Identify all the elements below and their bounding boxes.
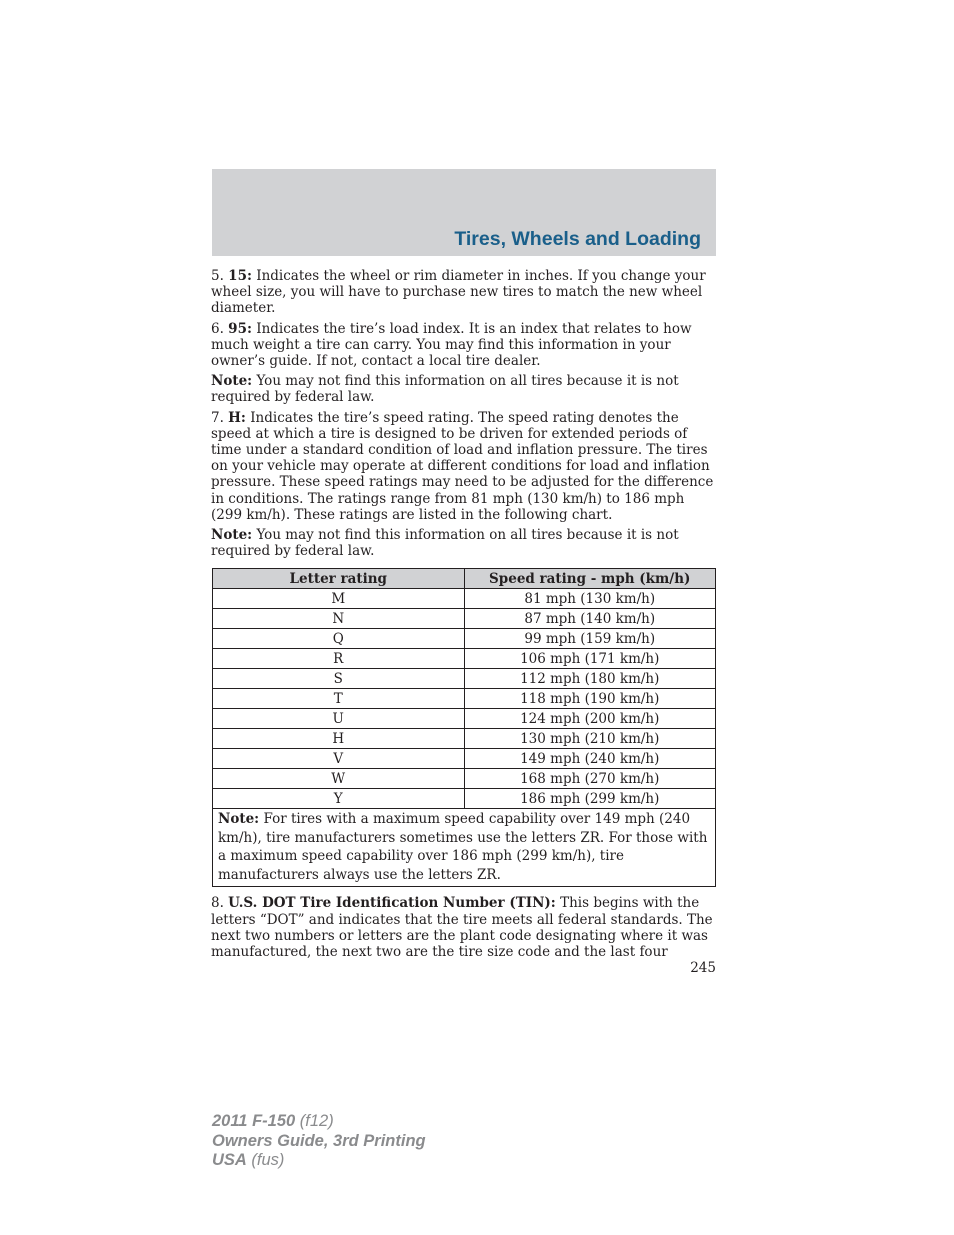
- footer-region: USA (fus): [212, 1151, 285, 1169]
- item-6-label: 95:: [228, 320, 252, 337]
- table-row: [213, 789, 716, 809]
- speed-rating-cell: 81 mph (130 km/h): [464, 589, 716, 609]
- table-row: [213, 769, 716, 789]
- table-row: [213, 609, 716, 629]
- note-1: [211, 373, 717, 405]
- section-title: Tires, Wheels and Loading: [454, 228, 701, 250]
- header-speed-rating: Speed rating - mph (km/h): [464, 569, 716, 589]
- footer-guide: Owners Guide, 3rd Printing: [212, 1131, 426, 1150]
- letter-rating-cell: N: [213, 609, 465, 629]
- letter-rating-cell: Y: [213, 789, 465, 809]
- table-row: [213, 589, 716, 609]
- speed-rating-cell: 186 mph (299 km/h): [464, 789, 716, 809]
- table-note-label: Note:: [218, 811, 260, 828]
- speed-rating-table: [212, 568, 716, 887]
- speed-rating-cell: 118 mph (190 km/h): [464, 689, 716, 709]
- item-5-label: 15:: [228, 268, 252, 284]
- letter-rating-cell: H: [213, 729, 465, 749]
- letter-rating-cell: R: [213, 649, 465, 669]
- item-7-label: H:: [228, 409, 246, 426]
- note-1-text: You may not find this information on all tires because it is not required by federal law.: [211, 373, 679, 406]
- speed-rating-cell: 106 mph (171 km/h): [464, 649, 716, 669]
- table-note-row: [213, 809, 716, 887]
- letter-rating-cell: S: [213, 669, 465, 689]
- item-8-label: U.S. DOT Tire Identification Number (TIN):: [228, 895, 556, 912]
- page-content: [211, 268, 717, 964]
- table-row: [213, 729, 716, 749]
- table-row: [213, 629, 716, 649]
- table-row: [213, 709, 716, 729]
- letter-rating-cell: T: [213, 689, 465, 709]
- item-7-text: Indicates the tire’s speed rating. The speed rating denotes the speed at which a tire is designed to be driven for extended periods of time under a standard condition of load and inflation pressure. The tires on your vehicle may operate at different conditions for load and inflation pressure. These speed ratings may need to be adjusted for the difference in conditions. The ratings range from 81 mph (130 km/h) to 186 mph (299 km/h). These ratings are listed in the following chart.: [211, 409, 714, 523]
- letter-rating-cell: Q: [213, 629, 465, 649]
- note-2-text: You may not find this information on all tires because it is not required by federal law.: [211, 527, 679, 560]
- note-2-label: Note:: [211, 527, 253, 544]
- item-6: 6. 95: Indicates the tire’s load index. It is an index that relates to how much weight a tire can carry. You may find this information in your owner’s guide. If not, contact a local tire dealer.: [211, 320, 692, 370]
- page-number: 245: [690, 960, 716, 976]
- note-2: [211, 527, 717, 559]
- letter-rating-cell: U: [213, 709, 465, 729]
- speed-rating-cell: 112 mph (180 km/h): [464, 669, 716, 689]
- item-5-text: Indicates the wheel or rim diameter in inches. If you change your wheel size, you will have to purchase new tires to match the new wheel diameter.: [211, 268, 706, 317]
- table-header-row: [213, 569, 716, 589]
- table-row: [213, 689, 716, 709]
- note-1-label: Note:: [211, 373, 253, 390]
- table-note: [213, 809, 716, 887]
- table-note-text: For tires with a maximum speed capability over 149 mph (240 km/h), tire manufacturers sometimes use the letters ZR. For those with a maximum speed capability over 186 mph (299 km/h), tire manufacturers always use the letters ZR.: [218, 811, 708, 883]
- speed-rating-cell: 99 mph (159 km/h): [464, 629, 716, 649]
- letter-rating-cell: W: [213, 769, 465, 789]
- item-8-text: This begins with the letters “DOT” and indicates that the tire meets all federal standards. The next two numbers or letters are the plant code designating where it was manufactured, the next two are the tire size code and the last four: [211, 895, 713, 961]
- speed-rating-cell: 124 mph (200 km/h): [464, 709, 716, 729]
- document-footer: [212, 1112, 426, 1171]
- section-header: [212, 169, 716, 256]
- table-row: [213, 669, 716, 689]
- footer-model: 2011 F-150 (f12): [212, 1112, 334, 1130]
- header-letter-rating: Letter rating: [213, 569, 465, 589]
- item-6-text: Indicates the tire’s load index. It is an index that relates to how much weight a tire can carry. You may find this information in your owner’s guide. If not, contact a local tire dealer.: [211, 320, 692, 370]
- table-row: [213, 649, 716, 669]
- table-row: [213, 749, 716, 769]
- speed-rating-cell: 130 mph (210 km/h): [464, 729, 716, 749]
- speed-rating-cell: 149 mph (240 km/h): [464, 749, 716, 769]
- speed-rating-cell: 87 mph (140 km/h): [464, 609, 716, 629]
- item-8: 8. U.S. DOT Tire Identification Number (TIN): This begins with the letters “DOT” and indicates that the tire meets all federal standards. The next two numbers or letters are the plant code designating where it was manufactured, the next two are the tire size code and the last four: [211, 895, 713, 961]
- item-5: 5. 15: Indicates the wheel or rim diameter in inches. If you change your wheel size, you will have to purchase new tires to match the new wheel diameter.: [211, 268, 706, 317]
- letter-rating-cell: M: [213, 589, 465, 609]
- item-7: 7. H: Indicates the tire’s speed rating. The speed rating denotes the speed at which a tire is designed to be driven for extended periods of time under a standard condition of load and inflation pressure. The tires on your vehicle may operate at different conditions for load and inflation pressure. These speed ratings may need to be adjusted for the difference in conditions. The ratings range from 81 mph (130 km/h) to 186 mph (299 km/h). These ratings are listed in the following chart.: [211, 409, 714, 523]
- speed-rating-cell: 168 mph (270 km/h): [464, 769, 716, 789]
- letter-rating-cell: V: [213, 749, 465, 769]
